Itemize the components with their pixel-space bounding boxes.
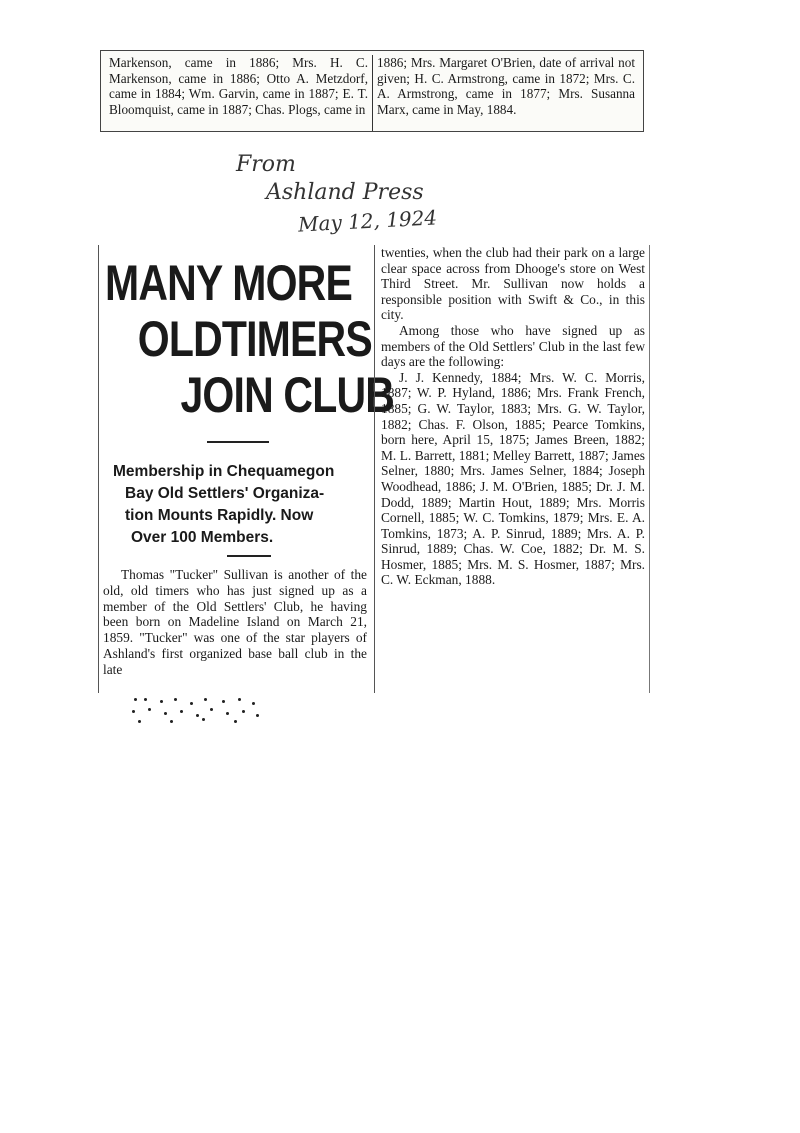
article-left-column bbox=[98, 245, 395, 693]
perforation-marks bbox=[130, 696, 270, 724]
headline-line-1: MANY MORE bbox=[105, 255, 352, 311]
handwriting-line-paper: Ashland Press bbox=[266, 180, 424, 205]
article-paragraph-1: Thomas "Tucker" Sullivan is another of the old, old timers who has just signed up as a member of the Old Settlers' Club, he having been born on Madeline Island on March 21, 1859. "Tucker" was one of the star players of Ashland's first organized base ball club in the late bbox=[103, 567, 367, 677]
handwriting-line-date: May 12, 1924 bbox=[297, 205, 438, 237]
top-clipping-left-column: Markenson, came in 1886; Mrs. H. C. Markenson, came in 1886; Otto A. Metzdorf, came in 1884; Wm. Garvin, came in 1887; E. T. Bloomquist, came in 1887; Chas. Plogs, came in bbox=[109, 55, 368, 117]
article-clipping bbox=[98, 245, 650, 693]
subheadline-line-3: tion Mounts Rapidly. Now bbox=[125, 507, 314, 524]
subheadline bbox=[113, 461, 375, 549]
headline-line-3: JOIN CLUB bbox=[180, 367, 395, 423]
top-clipping bbox=[100, 50, 644, 132]
article-right-column bbox=[374, 245, 650, 693]
handwritten-source-note bbox=[228, 152, 488, 242]
handwriting-line-from: From bbox=[236, 152, 296, 177]
members-list: J. J. Kennedy, 1884; Mrs. W. C. Morris, 1887; W. P. Hyland, 1886; Mrs. Frank French, 1885; G. W. Taylor, 1883; Mrs. G. W. Taylor, 1882; Chas. F. Olson, 1885; Pearce Tomkins, born here, April 15, 1875; James Breen, 1882; M. L. Barrett, 1881; Melley Barrett, 1887; James Selner, 1880; Mrs. James Selner, 1884; Joseph Woodhead, 1886; J. M. O'Brien, 1885; Dr. J. M. Dodd, 1889; Martin Hout, 1889; Mrs. Morris Cornell, 1885; W. C. Tomkins, 1879; Mrs. E. A. Tomkins, 1873; A. P. Sinrud, 1889; Mrs. A. P. Sinrud, 1889; Chas. W. Coe, 1882; Dr. M. S. Hosmer, 1885; Mrs. M. S. Hosmer, 1887; Mrs. C. W. Eckman, 1888. bbox=[381, 369, 645, 588]
headline bbox=[105, 255, 395, 423]
top-clipping-right-column: 1886; Mrs. Margaret O'Brien, date of arrival not given; H. C. Armstrong, came in 1872; Mrs. C. A. Armstrong, came in 1877; Mrs. Susanna Marx, came in May, 1884. bbox=[372, 55, 639, 131]
subheadline-line-2: Bay Old Settlers' Organiza- bbox=[125, 485, 325, 502]
headline-rule bbox=[207, 441, 269, 443]
subheadline-rule bbox=[227, 555, 271, 557]
article-body-right bbox=[381, 245, 645, 588]
headline-line-2: OLDTIMERS bbox=[137, 311, 372, 367]
subheadline-line-4: Over 100 Members. bbox=[131, 529, 274, 546]
article-paragraph-continued: twenties, when the club had their park on a large clear space across from Dhooge's store on West Third Street. Mr. Sullivan now holds a responsible position with Swift & Co., in this city. bbox=[381, 245, 645, 323]
article-body-left bbox=[103, 567, 367, 678]
subheadline-line-1: Membership in Chequamegon bbox=[113, 463, 335, 480]
article-paragraph-2: Among those who have signed up as members of the Old Settlers' Club in the last few days are the following: bbox=[381, 322, 645, 370]
